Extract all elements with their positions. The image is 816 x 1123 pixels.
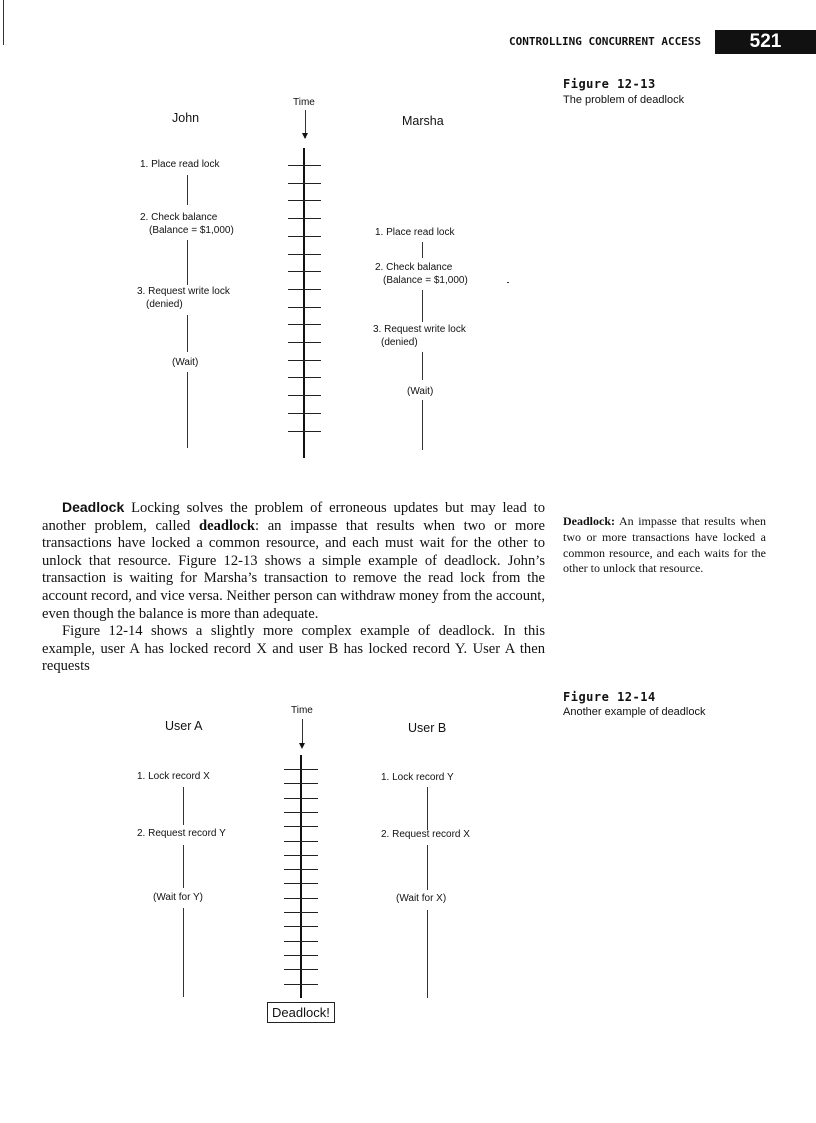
time-tick [284,826,318,827]
user-a-step-2: 2. Request record Y [137,828,226,839]
time-tick [284,926,318,927]
actor-marsha: Marsha [402,114,444,128]
marsha-wait: (Wait) [407,386,434,397]
marsha-step-3-detail: (denied) [381,337,418,348]
actor-user-b: User B [408,721,447,735]
key-term: deadlock [198,517,255,534]
time-tick [288,271,321,272]
definition-text: An impasse that results when two or more transactions have locked a common resource, and each waits for the other to unlock that resource. [563,514,766,576]
time-tick [288,431,321,432]
time-tick [288,165,321,166]
time-tick [284,955,318,956]
margin-definition [563,514,766,577]
user-a-wait: (Wait for Y) [153,892,204,903]
john-step-2: 2. Check balance [140,212,218,223]
time-arrow [302,719,303,745]
run-in-heading: Deadlock [62,499,125,515]
paragraph-1 [42,499,545,623]
john-timeline [187,240,188,285]
time-tick [284,769,318,770]
paragraph-text: Locking solves the problem of erroneous updates but may lead to another problem, called [42,500,545,534]
time-tick [288,218,321,219]
page-edge-mark [3,0,4,45]
marsha-timeline [422,352,423,380]
marsha-timeline [422,400,423,450]
page-number: 521 [715,30,816,54]
time-tick [284,812,318,813]
figure-2-number: Figure 12-14 [563,690,656,704]
john-step-3: 3. Request write lock [137,286,230,297]
marsha-timeline [422,290,423,322]
user-a-timeline [183,845,184,888]
actor-john: John [172,111,200,125]
body-text [42,499,545,676]
time-tick [284,984,318,985]
time-tick [288,413,321,414]
marsha-step-2: 2. Check balance [375,262,453,273]
arrow-down-icon [299,743,305,749]
user-b-wait: (Wait for X) [396,893,447,904]
john-step-1: 1. Place read lock [140,159,220,170]
deadlock-result-box: Deadlock! [267,1002,335,1023]
user-a-step-1: 1. Lock record X [137,771,210,782]
user-a-timeline [183,908,184,997]
time-tick [288,377,321,378]
paragraph-text: : an impasse that results when two or more transactions have locked a common resource, and each must wait for the other to unlock that resource. Figure 12-13 shows a simple example of deadlock. John’s transaction is waiting for Marsha’s transaction to remove the read lock from the account record, and vice versa. Neither person can withdraw money from the account, even though the balance is more than adequate. [42,517,545,622]
time-label: Time [291,705,313,716]
john-timeline [187,175,188,205]
time-tick [288,254,321,255]
time-tick [284,869,318,870]
stray-mark [507,282,509,283]
figure-2-caption: Another example of deadlock [563,706,706,718]
time-tick [284,941,318,942]
figure-1-number: Figure 12-13 [563,77,656,91]
john-step-3-detail: (denied) [146,299,183,310]
time-tick [284,798,318,799]
time-label: Time [293,97,315,108]
time-tick [288,236,321,237]
john-timeline [187,372,188,448]
time-tick [284,855,318,856]
time-tick [288,360,321,361]
user-a-timeline [183,787,184,825]
time-tick [284,783,318,784]
time-tick [288,324,321,325]
time-tick [288,342,321,343]
marsha-step-1: 1. Place read lock [375,227,455,238]
time-tick [288,395,321,396]
time-axis [300,755,302,998]
user-b-timeline [427,787,428,830]
john-timeline [187,315,188,352]
user-b-timeline [427,845,428,890]
time-tick [284,883,318,884]
time-tick [288,289,321,290]
time-tick [288,183,321,184]
time-tick [288,200,321,201]
user-b-step-2: 2. Request record X [381,829,470,840]
john-step-2-detail: (Balance = $1,000) [149,225,234,236]
running-header: CONTROLLING CONCURRENT ACCESS [509,35,702,48]
definition-term: Deadlock: [563,514,615,528]
time-tick [284,969,318,970]
time-axis [303,148,305,458]
actor-user-a: User A [165,719,203,733]
arrow-down-icon [302,133,308,139]
user-b-timeline [427,910,428,998]
time-tick [288,307,321,308]
john-wait: (Wait) [172,357,199,368]
marsha-step-3: 3. Request write lock [373,324,466,335]
paragraph-2: Figure 12-14 shows a slightly more complex example of deadlock. In this example, user A has locked record X and user B has locked record Y. User A then requests [42,623,545,675]
time-tick [284,912,318,913]
figure-1-caption: The problem of deadlock [563,94,685,106]
time-tick [284,841,318,842]
time-tick [284,898,318,899]
user-b-step-1: 1. Lock record Y [381,772,454,783]
marsha-timeline [422,242,423,258]
marsha-step-2-detail: (Balance = $1,000) [383,275,468,286]
